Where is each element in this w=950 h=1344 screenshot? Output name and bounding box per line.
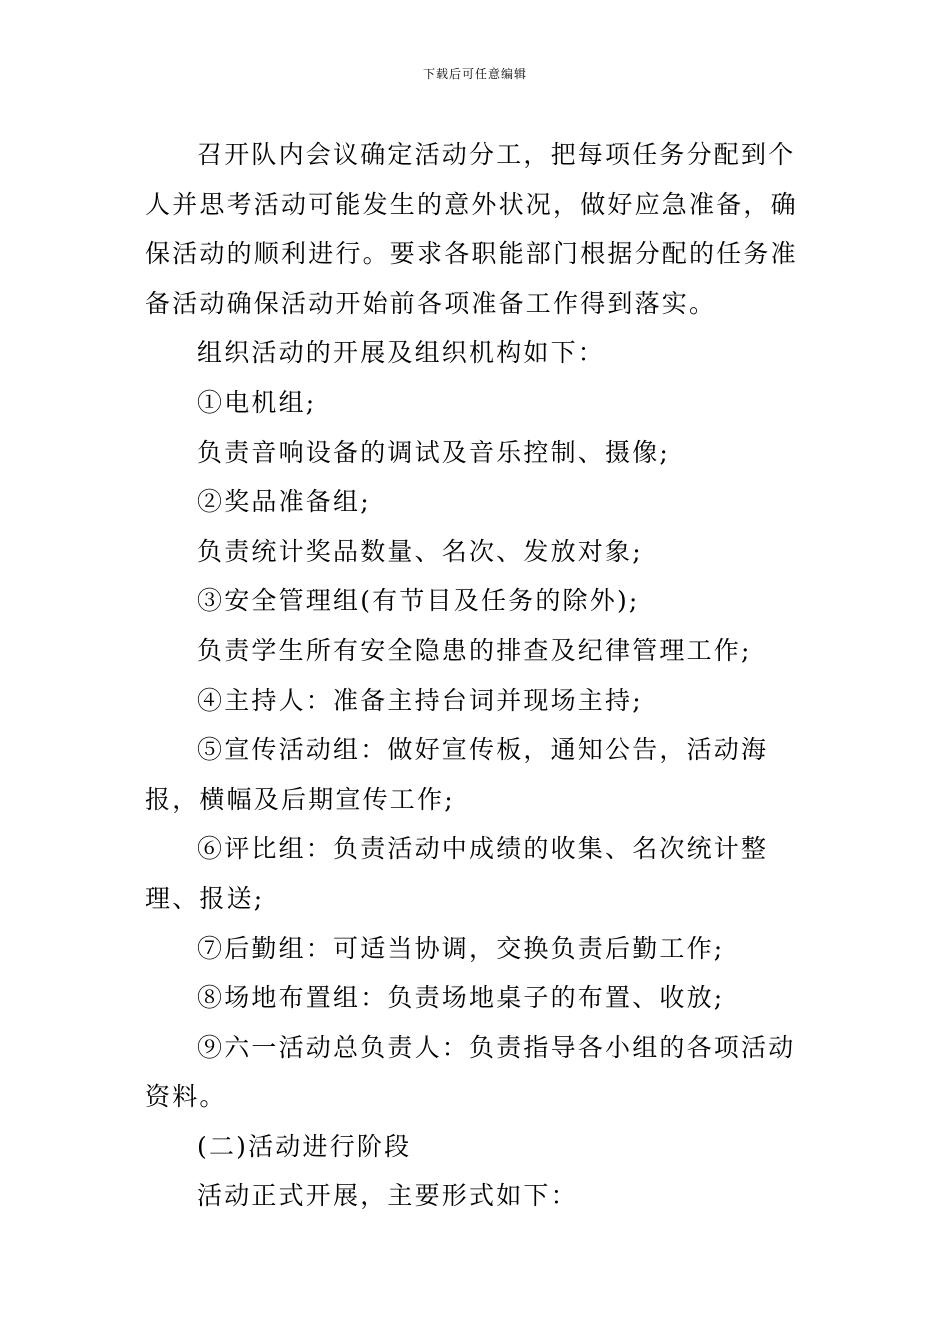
paragraph-group-host: ④主持人：准备主持台词并现场主持; xyxy=(197,685,643,715)
paragraph-task-assignment: 召开队内会议确定活动分工，把每项任务分配到个人并思考活动可能发生的意外状况，做好应急准备，确保活动的顺利进行。要求各职能部门根据分配的任务准备活动确保活动开始前各项准备工作得到落实。 xyxy=(145,140,798,318)
section-heading-activity-stage: (二)活动进行阶段 xyxy=(197,1131,412,1161)
paragraph-prizes-duty: 负责统计奖品数量、名次、发放对象; xyxy=(197,536,643,566)
paragraph-group-logistics: ⑦后勤组：可适当协调，交换负责后勤工作; xyxy=(197,933,725,963)
document-body xyxy=(145,130,810,1221)
paragraph-group-judging: ⑥评比组：负责活动中成绩的收集、名次统计整理、报送; xyxy=(145,834,769,913)
paragraph-group-electrical: ①电机组; xyxy=(197,387,317,417)
paragraph-group-publicity: ⑤宣传活动组：做好宣传板，通知公告，活动海报，横幅及后期宣传工作; xyxy=(145,735,769,814)
header-note: 下载后可任意编辑 xyxy=(422,67,527,81)
paragraph-safety-duty: 负责学生所有安全隐患的排查及纪律管理工作; xyxy=(197,635,752,665)
paragraph-group-prizes: ②奖品准备组; xyxy=(197,487,371,517)
paragraph-general-manager: ⑨六一活动总负责人：负责指导各小组的各项活动资料。 xyxy=(145,1032,796,1112)
paragraph-organization-intro: 组织活动的开展及组织机构如下： xyxy=(197,338,606,368)
paragraph-group-safety: ③安全管理组(有节目及任务的除外); xyxy=(197,586,640,616)
paragraph-group-venue: ⑧场地布置组：负责场地桌子的布置、收放; xyxy=(197,983,725,1013)
paragraph-activity-forms: 活动正式开展，主要形式如下： xyxy=(197,1181,578,1211)
paragraph-electrical-duty: 负责音响设备的调试及音乐控制、摄像; xyxy=(197,437,671,467)
